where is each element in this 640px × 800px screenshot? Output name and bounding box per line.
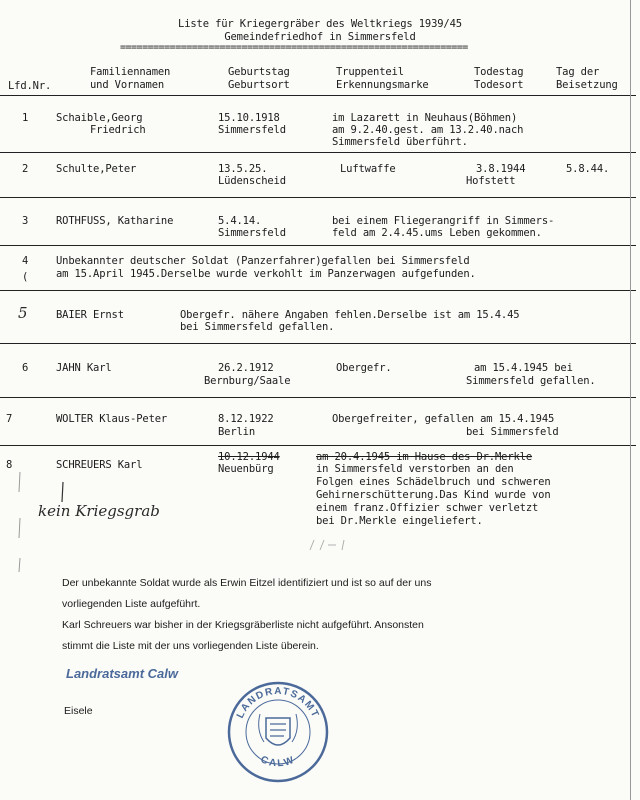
list-title: Liste für Kriegergräber des Weltkriegs 1939/45 [178,18,462,30]
official-seal [226,680,330,784]
entry-margin-mark: ( [22,271,29,283]
row-divider [0,343,636,344]
note-text: Der unbekannte Soldat wurde als Erwin Eitzel identifiziert und ist so auf der uns [62,577,432,589]
col-name-2: und Vornamen [90,79,165,91]
svg-text:CALW [259,754,297,769]
row-divider [0,290,636,291]
signature: Eisele [64,705,93,717]
entry-unit: Obergefr. [336,362,392,374]
entry-number: 4 [22,255,29,267]
entry-birth-place: Berlin [218,426,256,438]
entry-number: 3 [22,215,29,227]
seal-top-text: LANDRATSAMT [234,685,322,721]
row-divider [0,197,636,198]
entry-name: SCHREUERS Karl [56,459,143,471]
entry-note: bei Simmersfeld [466,426,559,438]
entry-birth-place: Simmersfeld [218,124,286,136]
entry-birth-date: 15.10.1918 [218,112,280,124]
handwritten-note: kein Kriegsgrab [38,502,160,520]
entry-number: 7 [6,413,13,425]
entry-text: bei Simmersfeld gefallen. [180,321,335,333]
entry-text: Obergefr. nähere Angaben fehlen.Derselbe ist am 15.4.45 [180,309,520,321]
entry-text: Gehirnerschütterung.Das Kind wurde von [316,489,551,501]
entry-text: Folgen eines Schädelbruch und schweren [316,476,551,488]
header-divider [0,95,636,96]
col-unit-2: Erkennungsmarke [336,79,429,91]
col-lfd: Lfd.Nr. [8,80,52,92]
note-text: Karl Schreuers war bisher in der Kriegsgräberliste nicht aufgeführt. Ansonsten [62,619,424,631]
entry-note: am 9.2.40.gest. am 13.2.40.nach [332,124,524,136]
col-birth-1: Geburtstag [228,66,290,78]
office-stamp: Landratsamt Calw [66,666,178,681]
col-burial-2: Beisetzung [556,79,618,91]
col-birth-2: Geburtsort [228,79,290,91]
entry-birth-date: 13.5.25. [218,163,268,175]
entry-note: im Lazarett in Neuhaus(Böhmen) [332,112,518,124]
entry-birth-place: Bernburg/Saale [204,375,291,387]
handwritten-stroke [58,480,68,504]
entry-birth-place: Simmersfeld [218,227,286,239]
entry-birth-date: 10.12.1944 [218,451,280,463]
entry-burial: 5.8.44. [566,163,610,175]
col-burial-1: Tag der [556,66,600,78]
entry-name: WOLTER Klaus-Peter [56,413,168,425]
entry-birth-date: 26.2.1912 [218,362,274,374]
row-divider [0,397,636,398]
col-death-1: Todestag [474,66,524,78]
entry-text: bei Dr.Merkle eingeliefert. [316,515,483,527]
entry-note: Simmersfeld überführt. [332,136,468,148]
row-divider [0,445,636,446]
entry-struck-text: am 20.4.1945 im Hause des Dr.Merkle [316,451,533,463]
entry-note: Obergefreiter, gefallen am 15.4.1945 [332,413,555,425]
entry-number-handwritten: 5 [18,304,28,322]
entry-number: 6 [22,362,29,374]
seal-bottom-text: CALW [258,754,298,770]
list-subtitle: Gemeindefriedhof in Simmersfeld [224,31,416,43]
entry-birth-date: 5.4.14. [218,215,262,227]
note-text: stimmt die Liste mit der uns vorliegenden Liste überein. [62,640,319,652]
entry-text: einem franz.Offizier schwer verletzt [316,502,539,514]
row-divider [0,245,636,246]
entry-note: am 15.4.1945 bei [474,362,573,374]
entry-death-date: 3.8.1944 [476,163,526,175]
entry-note: Simmersfeld gefallen. [466,375,596,387]
coat-of-arms-icon [266,718,290,745]
margin-marks [12,470,32,580]
row-divider [0,152,636,153]
entry-text: in Simmersfeld verstorben an den [316,463,514,475]
entry-name: JAHN Karl [56,362,112,374]
entry-death-place: Hofstett [466,175,516,187]
entry-number: 8 [6,459,13,471]
entry-birth-date: 8.12.1922 [218,413,274,425]
entry-text: am 15.April 1945.Derselbe wurde verkohlt im Panzerwagen aufgefunden. [56,268,476,280]
entry-name-2: Friedrich [90,124,146,136]
entry-name: BAIER Ernst [56,309,124,321]
scan-edge [630,0,631,800]
faint-smudge [306,536,366,556]
entry-note: bei einem Fliegerangriff in Simmers- [332,215,555,227]
entry-name: Schaible,Georg [56,112,143,124]
entry-number: 1 [22,112,29,124]
entry-unit: Luftwaffe [340,163,396,175]
header-rule: =============================================================== [120,42,468,53]
entry-number: 2 [22,163,29,175]
col-death-2: Todesort [474,79,524,91]
entry-text: Unbekannter deutscher Soldat (Panzerfahrer)gefallen bei Simmersfeld [56,255,470,267]
entry-birth-place: Neuenbürg [218,463,274,475]
note-text: vorliegenden Liste aufgeführt. [62,598,201,610]
col-unit-1: Truppenteil [336,66,404,78]
svg-text:LANDRATSAMT [235,686,321,720]
entry-name: ROTHFUSS, Katharine [56,215,174,227]
entry-note: feld am 2.4.45.ums Leben gekommen. [332,227,542,239]
entry-name: Schulte,Peter [56,163,137,175]
col-name-1: Familiennamen [90,66,171,78]
entry-birth-place: Lüdenscheid [218,175,286,187]
